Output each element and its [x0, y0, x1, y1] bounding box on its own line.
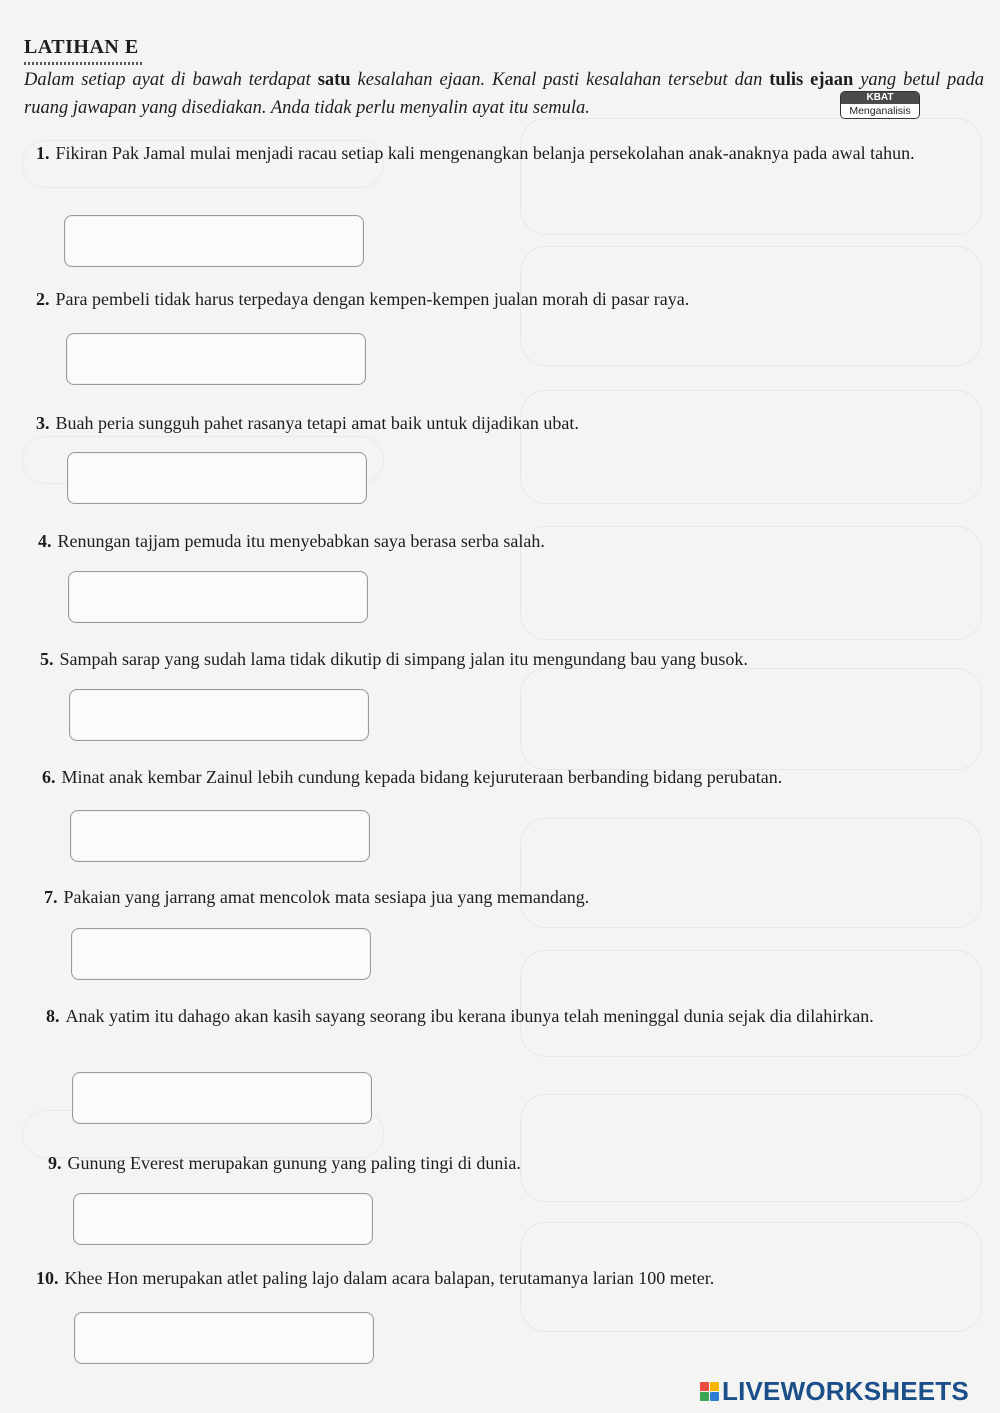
instruction-part: Dalam setiap ayat di bawah terdapat: [24, 70, 318, 90]
question-number: 6.: [42, 767, 56, 787]
question-2: [36, 284, 986, 314]
question-text: Khee Hon merupakan atlet paling lajo dalam acara balapan, terutamanya larian 100 meter.: [64, 1268, 715, 1288]
answer-box-3[interactable]: [67, 452, 367, 504]
page-title: LATIHAN E: [24, 36, 139, 58]
question-3: [36, 408, 986, 438]
answer-input-9[interactable]: [74, 1194, 372, 1244]
question-number: 9.: [48, 1153, 62, 1173]
liveworksheets-logo: [700, 1376, 969, 1407]
answer-input-10[interactable]: [75, 1313, 373, 1363]
answer-input-6[interactable]: [71, 811, 369, 861]
answer-input-2[interactable]: [67, 334, 365, 384]
title-underline: [24, 62, 144, 65]
liveworksheets-icon: [700, 1382, 719, 1401]
question-number: 2.: [36, 289, 50, 309]
answer-box-1[interactable]: [64, 215, 364, 267]
question-text: Pakaian yang jarrang amat mencolok mata sesiapa jua yang memandang.: [63, 887, 590, 907]
question-8: [46, 1001, 990, 1031]
answer-input-1[interactable]: [65, 216, 363, 266]
instruction-bold: tulis ejaan: [769, 70, 854, 90]
question-text: Gunung Everest merupakan gunung yang paling tingi di dunia.: [67, 1153, 521, 1173]
kbat-badge: [840, 91, 920, 119]
answer-input-8[interactable]: [73, 1073, 371, 1123]
question-number: 3.: [36, 413, 50, 433]
question-text: Anak yatim itu dahago akan kasih sayang seorang ibu kerana ibunya telah meninggal dunia sejak dia dilahirkan.: [65, 1006, 874, 1026]
instruction-part: yang betul pada ruang jawapan yang disediakan. Anda tidak perlu menyalin ayat itu semula.: [24, 70, 985, 118]
answer-input-7[interactable]: [72, 929, 370, 979]
question-4: [38, 526, 988, 556]
kbat-level: Menganalisis: [841, 104, 919, 118]
question-number: 7.: [44, 887, 58, 907]
icon-square: [710, 1392, 719, 1401]
question-number: 8.: [46, 1006, 60, 1026]
icon-square: [700, 1382, 709, 1391]
question-text: Buah peria sungguh pahet rasanya tetapi amat baik untuk dijadikan ubat.: [55, 413, 579, 433]
answer-input-5[interactable]: [70, 690, 368, 740]
question-number: 1.: [36, 143, 50, 163]
icon-square: [710, 1382, 719, 1391]
instruction-part: kesalahan ejaan. Kenal pasti kesalahan tersebut dan: [350, 70, 770, 90]
logo-text: LIVEWORKSHEETS: [722, 1376, 969, 1406]
answer-box-2[interactable]: [66, 333, 366, 385]
question-text: Renungan tajjam pemuda itu menyebabkan saya berasa serba salah.: [57, 531, 545, 551]
instruction-bold: satu: [317, 70, 351, 90]
answer-box-9[interactable]: [73, 1193, 373, 1245]
question-1: [36, 138, 986, 168]
answer-input-4[interactable]: [69, 572, 367, 622]
question-7: [44, 882, 994, 912]
question-6: [42, 762, 992, 792]
answer-box-4[interactable]: [68, 571, 368, 623]
answer-box-10[interactable]: [74, 1312, 374, 1364]
answer-box-8[interactable]: [72, 1072, 372, 1124]
bleed-through-box: [520, 668, 982, 770]
question-9: [48, 1148, 998, 1178]
question-text: Para pembeli tidak harus terpedaya dengan kempen-kempen jualan morah di pasar raya.: [55, 289, 690, 309]
answer-box-5[interactable]: [69, 689, 369, 741]
answer-box-6[interactable]: [70, 810, 370, 862]
question-5: [40, 644, 990, 674]
question-number: 4.: [38, 531, 52, 551]
question-text: Fikiran Pak Jamal mulai menjadi racau setiap kali mengenangkan belanja persekolahan anak-anaknya pada awal tahun.: [55, 143, 915, 163]
question-text: Minat anak kembar Zainul lebih cundung kepada bidang kejuruteraan berbanding bidang perubatan.: [61, 767, 783, 787]
icon-square: [700, 1392, 709, 1401]
kbat-label: KBAT: [841, 92, 919, 104]
question-10: [36, 1263, 986, 1293]
answer-box-7[interactable]: [71, 928, 371, 980]
bleed-through-box: [520, 118, 982, 235]
answer-input-3[interactable]: [68, 453, 366, 503]
question-number: 10.: [36, 1268, 59, 1288]
question-text: Sampah sarap yang sudah lama tidak dikutip di simpang jalan itu mengundang bau yang busok.: [59, 649, 748, 669]
question-number: 5.: [40, 649, 54, 669]
